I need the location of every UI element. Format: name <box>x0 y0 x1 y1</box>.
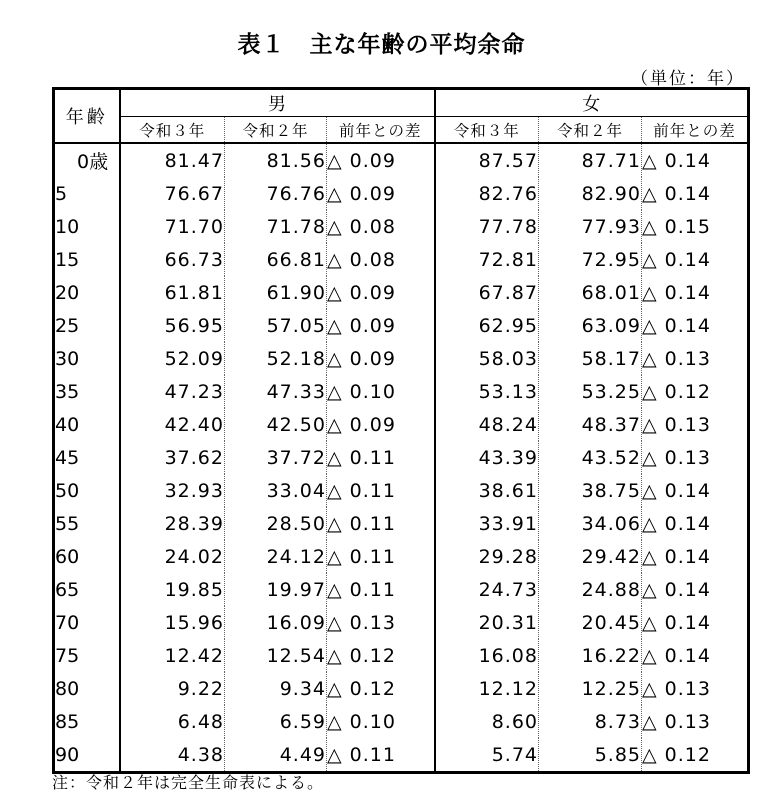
male-r3-cell: 15.96 <box>120 606 225 639</box>
male-r2-cell: 76.76 <box>225 177 327 210</box>
female-r2-cell: 58.17 <box>539 342 642 375</box>
female-r3-cell: 29.28 <box>435 540 539 573</box>
female-header: 女 <box>435 89 749 117</box>
female-r3-cell: 8.60 <box>435 705 539 738</box>
female-r2-cell: 53.25 <box>539 375 642 408</box>
female-r3-cell: 38.61 <box>435 474 539 507</box>
female-r3-cell: 67.87 <box>435 276 539 309</box>
male-diff-cell: △ 0.13 <box>327 606 435 639</box>
female-diff-cell: △ 0.14 <box>642 479 711 502</box>
female-diff-cell: △ 0.13 <box>642 413 711 436</box>
male-diff-cell: △ 0.09 <box>327 408 435 441</box>
table-row <box>54 143 749 177</box>
female-diff-cell: △ 0.14 <box>642 149 711 172</box>
male-r2-cell: 4.49 <box>225 738 327 773</box>
male-diff-cell: △ 0.11 <box>327 441 435 474</box>
male-r3-cell: 81.47 <box>120 143 225 177</box>
female-diff-cell: △ 0.13 <box>642 710 711 733</box>
female-r3-cell: 24.73 <box>435 573 539 606</box>
table-row <box>54 606 749 639</box>
table-row <box>54 573 749 606</box>
table-row <box>54 276 749 309</box>
table-row <box>54 639 749 672</box>
male-r3-cell: 4.38 <box>120 738 225 773</box>
female-r3-cell: 87.57 <box>435 143 539 177</box>
female-r3-cell: 12.12 <box>435 672 539 705</box>
male-r2-cell: 66.81 <box>225 243 327 276</box>
female-diff-cell: △ 0.14 <box>642 182 711 205</box>
age-cell: 75 <box>54 639 120 672</box>
male-diff-cell: △ 0.12 <box>327 672 435 705</box>
age-cell: 55 <box>54 507 120 540</box>
male-r2-cell: 61.90 <box>225 276 327 309</box>
female-diff-cell: △ 0.13 <box>642 446 711 469</box>
female-diff-cell: △ 0.15 <box>642 215 711 238</box>
male-r2-cell: 71.78 <box>225 210 327 243</box>
male-diff-cell: △ 0.12 <box>327 639 435 672</box>
age-cell: 5 <box>54 177 120 210</box>
male-r3-cell: 71.70 <box>120 210 225 243</box>
age-cell: 20 <box>54 276 120 309</box>
male-diff-cell: △ 0.11 <box>327 540 435 573</box>
male-r2-cell: 47.33 <box>225 375 327 408</box>
female-r2-cell: 16.22 <box>539 639 642 672</box>
female-r3-cell: 53.13 <box>435 375 539 408</box>
table-row <box>54 540 749 573</box>
male-diff-cell: △ 0.11 <box>327 738 435 773</box>
male-r2-cell: 24.12 <box>225 540 327 573</box>
table-row <box>54 243 749 276</box>
male-r3-cell: 19.85 <box>120 573 225 606</box>
age-cell: 40 <box>54 408 120 441</box>
table-row <box>54 375 749 408</box>
male-r2-cell: 57.05 <box>225 309 327 342</box>
age-cell: 25 <box>54 309 120 342</box>
female-r2-header: 令和２年 <box>539 117 642 144</box>
male-diff-cell: △ 0.09 <box>327 177 435 210</box>
female-r2-cell: 77.93 <box>539 210 642 243</box>
female-r2-cell: 5.85 <box>539 738 642 773</box>
age-cell: 60 <box>54 540 120 573</box>
female-r2-cell: 68.01 <box>539 276 642 309</box>
male-r2-cell: 28.50 <box>225 507 327 540</box>
female-r3-cell: 72.81 <box>435 243 539 276</box>
life-expectancy-table <box>52 87 750 774</box>
age-cell: 85 <box>54 705 120 738</box>
male-diff-cell: △ 0.11 <box>327 507 435 540</box>
age-cell: 0歳 <box>54 143 120 177</box>
female-r3-cell: 58.03 <box>435 342 539 375</box>
female-diff-cell: △ 0.13 <box>642 347 711 370</box>
male-r3-cell: 37.62 <box>120 441 225 474</box>
female-r3-cell: 62.95 <box>435 309 539 342</box>
male-diff-cell: △ 0.10 <box>327 705 435 738</box>
female-r3-cell: 5.74 <box>435 738 539 773</box>
female-r3-header: 令和３年 <box>435 117 539 144</box>
male-r3-cell: 6.48 <box>120 705 225 738</box>
male-r2-cell: 6.59 <box>225 705 327 738</box>
male-r2-cell: 33.04 <box>225 474 327 507</box>
age-cell: 70 <box>54 606 120 639</box>
table-row <box>54 408 749 441</box>
unit-label: （単位：年） <box>631 69 745 89</box>
table-body <box>54 143 749 773</box>
male-r2-cell: 37.72 <box>225 441 327 474</box>
male-r2-cell: 19.97 <box>225 573 327 606</box>
age-cell: 10 <box>54 210 120 243</box>
table-row <box>54 738 749 773</box>
table-row <box>54 309 749 342</box>
female-diff-header: 前年との差 <box>642 117 749 144</box>
male-r2-cell: 81.56 <box>225 143 327 177</box>
male-diff-cell: △ 0.11 <box>327 573 435 606</box>
female-r3-cell: 43.39 <box>435 441 539 474</box>
male-r3-cell: 66.73 <box>120 243 225 276</box>
table-title: 表１ 主な年齢の平均余命 <box>237 32 526 58</box>
age-cell: 50 <box>54 474 120 507</box>
female-r2-cell: 72.95 <box>539 243 642 276</box>
female-r2-cell: 12.25 <box>539 672 642 705</box>
table-row <box>54 507 749 540</box>
female-r2-cell: 43.52 <box>539 441 642 474</box>
age-cell: 30 <box>54 342 120 375</box>
female-r2-cell: 8.73 <box>539 705 642 738</box>
female-r3-cell: 48.24 <box>435 408 539 441</box>
table-row <box>54 705 749 738</box>
female-r3-cell: 82.76 <box>435 177 539 210</box>
female-r2-cell: 82.90 <box>539 177 642 210</box>
male-r3-cell: 56.95 <box>120 309 225 342</box>
male-diff-cell: △ 0.09 <box>327 276 435 309</box>
male-diff-cell: △ 0.08 <box>327 210 435 243</box>
male-r3-cell: 76.67 <box>120 177 225 210</box>
female-r2-cell: 24.88 <box>539 573 642 606</box>
male-diff-cell: △ 0.09 <box>327 309 435 342</box>
male-r3-cell: 61.81 <box>120 276 225 309</box>
male-r2-header: 令和２年 <box>225 117 327 144</box>
table-row <box>54 210 749 243</box>
age-cell: 35 <box>54 375 120 408</box>
male-diff-cell: △ 0.10 <box>327 375 435 408</box>
male-r3-cell: 9.22 <box>120 672 225 705</box>
male-diff-cell: △ 0.09 <box>327 342 435 375</box>
male-r2-cell: 16.09 <box>225 606 327 639</box>
female-r2-cell: 63.09 <box>539 309 642 342</box>
female-diff-cell: △ 0.14 <box>642 644 711 667</box>
table-row <box>54 474 749 507</box>
female-r3-cell: 16.08 <box>435 639 539 672</box>
male-header: 男 <box>120 89 435 117</box>
male-r3-cell: 52.09 <box>120 342 225 375</box>
female-r2-cell: 29.42 <box>539 540 642 573</box>
age-cell: 45 <box>54 441 120 474</box>
table-row <box>54 672 749 705</box>
female-diff-cell: △ 0.14 <box>642 611 711 634</box>
male-r3-cell: 24.02 <box>120 540 225 573</box>
female-diff-cell: △ 0.13 <box>642 677 711 700</box>
female-r2-cell: 20.45 <box>539 606 642 639</box>
female-r2-cell: 48.37 <box>539 408 642 441</box>
female-diff-cell: △ 0.14 <box>642 248 711 271</box>
female-r3-cell: 77.78 <box>435 210 539 243</box>
female-diff-cell: △ 0.14 <box>642 545 711 568</box>
male-r2-cell: 9.34 <box>225 672 327 705</box>
male-diff-header: 前年との差 <box>327 117 435 144</box>
age-cell: 65 <box>54 573 120 606</box>
table-row <box>54 342 749 375</box>
age-header: 年齢 <box>54 89 120 144</box>
male-r2-cell: 52.18 <box>225 342 327 375</box>
female-r2-cell: 34.06 <box>539 507 642 540</box>
male-r3-cell: 42.40 <box>120 408 225 441</box>
female-r3-cell: 20.31 <box>435 606 539 639</box>
male-r3-cell: 47.23 <box>120 375 225 408</box>
female-diff-cell: △ 0.14 <box>642 578 711 601</box>
age-cell: 90 <box>54 738 120 773</box>
female-diff-cell: △ 0.14 <box>642 281 711 304</box>
male-r2-cell: 42.50 <box>225 408 327 441</box>
female-diff-cell: △ 0.14 <box>642 314 711 337</box>
male-r2-cell: 12.54 <box>225 639 327 672</box>
male-diff-cell: △ 0.09 <box>327 143 435 177</box>
female-diff-cell: △ 0.12 <box>642 743 711 766</box>
male-diff-cell: △ 0.08 <box>327 243 435 276</box>
male-r3-cell: 28.39 <box>120 507 225 540</box>
male-r3-cell: 32.93 <box>120 474 225 507</box>
table-row <box>54 441 749 474</box>
female-diff-cell: △ 0.14 <box>642 512 711 535</box>
male-r3-header: 令和３年 <box>120 117 225 144</box>
female-r2-cell: 87.71 <box>539 143 642 177</box>
footnote: 注：令和２年は完全生命表による。 <box>52 773 325 792</box>
age-cell: 15 <box>54 243 120 276</box>
male-diff-cell: △ 0.11 <box>327 474 435 507</box>
female-r2-cell: 38.75 <box>539 474 642 507</box>
age-cell: 80 <box>54 672 120 705</box>
male-r3-cell: 12.42 <box>120 639 225 672</box>
table-row <box>54 177 749 210</box>
female-diff-cell: △ 0.12 <box>642 380 711 403</box>
female-r3-cell: 33.91 <box>435 507 539 540</box>
